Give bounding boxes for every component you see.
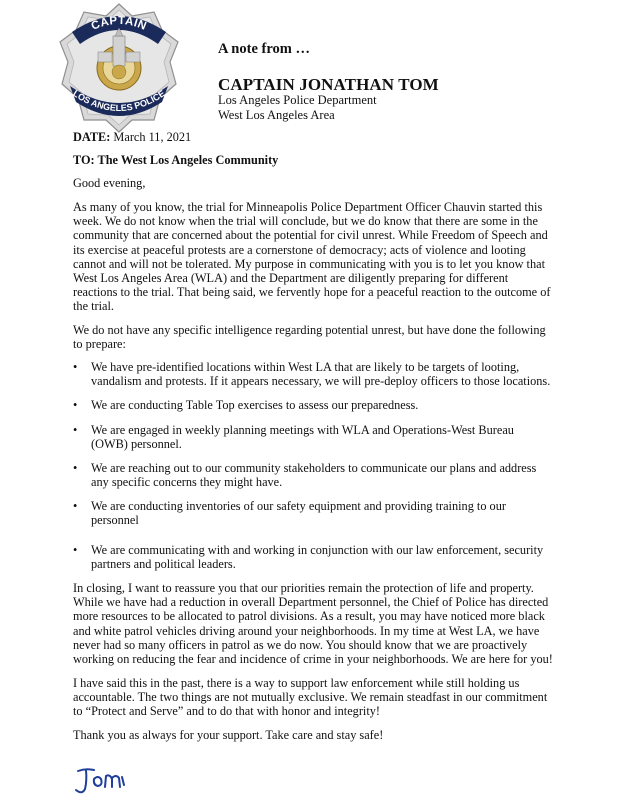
- list-item: • We have pre-identified locations within West LA that are likely to be targets of looting, vandalism and protests. If it appears necessary, we will pre-deploy officers to those locations.: [73, 360, 551, 389]
- closing-line: Thank you as always for your support. Take care and stay safe!: [73, 728, 384, 743]
- list-item: • We are reaching out to our community stakeholders to communicate our plans and address any specific concerns they might have.: [73, 460, 537, 489]
- date-label: DATE:: [73, 130, 111, 144]
- paragraph-intro: As many of you know, the trial for Minneapolis Police Department Officer Chauvin started this week. We do not know when the trial will conclude, but we do know that there are some in the community that are concerned about the potential for civil unrest. While Freedom of Speech and its exercise at peaceful protests are a cornerstone of democracy; acts of violence and looting cannot and will not be tolerated. My purpose in communicating with you is to let you know that West Los Angeles Area (WLA) and the Department are diligently preparing for different reactions to the trial. That being said, we fervently hope for a peaceful reaction to the outcome of the trial.: [73, 200, 551, 313]
- signature-image: [72, 765, 150, 795]
- lapd-badge-logo: [58, 2, 180, 134]
- badge-top-text: CAPTAIN: [89, 14, 149, 33]
- bullet-icon: •: [73, 398, 78, 413]
- paragraph-accountability: I have said this in the past, there is a way to support law enforcement while still holding us accountable. The two things are not mutually exclusive. We remain steadfast in our commitment to “Protect and Serve” and to do that with honor and integrity!: [73, 675, 548, 718]
- date-value: March 11, 2021: [110, 130, 192, 144]
- bullet-icon: •: [73, 543, 78, 558]
- bullet-icon: •: [73, 422, 78, 437]
- paragraph-closing: In closing, I want to reassure you that our priorities remain the protection of life and property. While we have had a reduction in overall Department personnel, the Chief of Police has directed more resources to be allocated to patrol divisions. As a result, you may have noticed more black and white patrol vehicles driving around your neighborhoods. In my time at West LA, we have never had so many officers in patrol as we do now. You should know that we are proactively working on reducing the fear and incidence of crime in your neighborhoods. We are here for you!: [73, 581, 553, 666]
- date-line: [73, 130, 553, 144]
- captain-name: CAPTAIN JONATHAN TOM: [218, 75, 439, 94]
- list-item: • We are conducting inventories of our safety equipment and providing training to our personnel: [73, 498, 506, 527]
- list-item: • We are engaged in weekly planning meetings with WLA and Operations-West Bureau (OWB) personnel.: [73, 422, 514, 451]
- greeting: Good evening,: [73, 176, 146, 191]
- bullet-icon: •: [73, 360, 78, 375]
- to-line: TO: The West Los Angeles Community: [73, 153, 279, 168]
- paragraph-prepare: We do not have any specific intelligence regarding potential unrest, but have done the following to prepare:: [73, 323, 546, 352]
- bullet-icon: •: [73, 460, 78, 475]
- preparation-list: [73, 360, 553, 571]
- note-from-heading: A note from …: [218, 41, 310, 57]
- list-item: • We are conducting Table Top exercises to assess our preparedness.: [73, 398, 419, 413]
- bullet-icon: •: [73, 498, 78, 513]
- area-name: West Los Angeles Area: [218, 108, 335, 122]
- department-name: Los Angeles Police Department: [218, 93, 377, 107]
- badge-bottom-text: LOS ANGELES POLICE: [71, 88, 167, 114]
- list-item: • We are communicating with and working in conjunction with our law enforcement, security partners and political leaders.: [73, 543, 544, 572]
- letter-body: [73, 128, 553, 742]
- city-hall-icon: [113, 36, 125, 66]
